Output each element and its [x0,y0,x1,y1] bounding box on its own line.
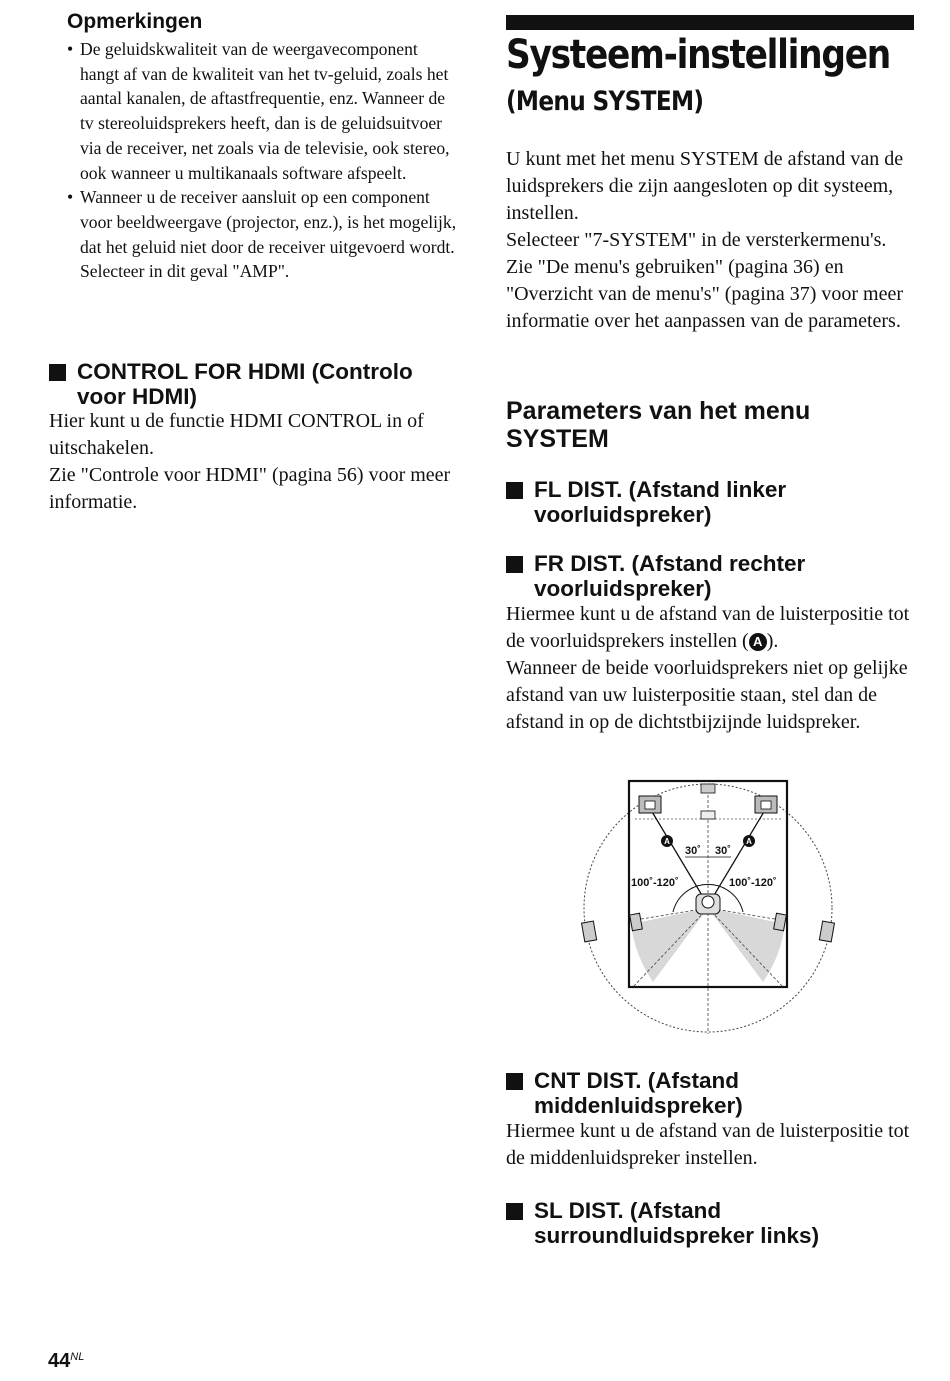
surround-right-speaker-icon [774,913,835,942]
marker-a-icon: A [749,633,767,651]
square-bullet-icon [506,1203,523,1220]
marker-a-right-label: A [746,837,752,846]
square-bullet-icon [506,1073,523,1090]
section-heading-fl: FL DIST. (Afstand linker voorluidspreker) [506,478,916,527]
notes-heading: Opmerkingen [67,10,203,33]
speaker-placement-diagram [575,772,837,1038]
front-right-speaker-icon [755,796,777,813]
fr-body: Hiermee kunt u de afstand van de luisterpositie tot de voorluidsprekers instellen ( A ). Wanneer de beide voorluidsprekers niet op gelijke afstand van uw luisterpositie staan, stel dan de afstand in op de dichtstbijzijnde luidspreker. [506,603,910,733]
section-heading-fr: FR DIST. (Afstand rechter voorluidspreker) [506,552,916,601]
section-heading-hdmi: CONTROL FOR HDMI (Controlo voor HDMI) [49,360,459,409]
list-item: • Wanneer u de receiver aansluit op een component voor beeldweergave (projector, enz.), is het mogelijk, dat het geluid niet door de receiver uitgevoerd wordt. Selecteer in dit geval "AMP". [67,185,459,284]
params-heading: Parameters van het menu SYSTEM [506,397,811,453]
system-intro: U kunt met het menu SYSTEM de afstand van de luidsprekers die zijn aangesloten op dit systeem, instellen. Selecteer "7-SYSTEM" in de versterkermenu's. Zie "De menu's gebruiken" (pagina 36) en "Overzicht van de menu's" (pagina 37) voor meer informatie over het aanpassen van de parameters. [506,148,904,332]
listener-icon [696,894,720,914]
square-bullet-icon [506,482,523,499]
title-rule [506,15,914,30]
angle-label-right: 30˚ [715,845,731,857]
page-subtitle: (Menu SYSTEM) [506,86,704,117]
section-heading-cnt: CNT DIST. (Afstand middenluidspreker) [506,1069,916,1118]
range-label-right: 100˚-120˚ [729,877,777,889]
page-title: Systeem-instellingen [506,32,890,78]
hdmi-body: Hier kunt u de functie HDMI CONTROL in of uitschakelen. Zie "Controle voor HDMI" (pagina 56) voor meer informatie. [49,410,451,513]
front-left-speaker-icon [639,796,661,813]
section-heading-sl: SL DIST. (Afstand surroundluidspreker links) [506,1199,916,1248]
range-label-left: 100˚-120˚ [631,877,679,889]
list-item: • De geluidskwaliteit van de weergavecomponent hangt af van de kwaliteit van het tv-geluid, zoals het aantal kanalen, de aftastfrequentie, enz. Wanneer de tv stereoluidsprekers heeft, dan is de geluidsuitvoer via de receiver, net zoals via de televisie, ook stereo, ook wanneer u multikanaals software afspeelt. [67,37,459,185]
notes-list [67,37,459,284]
angle-label-left: 30˚ [685,845,701,857]
cnt-body: Hiermee kunt u de afstand van de luisterpositie tot de middenluidspreker instellen. [506,1120,910,1169]
surround-left-speaker-icon [582,913,643,942]
square-bullet-icon [49,364,66,381]
page-number: $44^{NL}$ [48,1350,85,1372]
marker-a-left-label: A [664,837,670,846]
square-bullet-icon [506,556,523,573]
